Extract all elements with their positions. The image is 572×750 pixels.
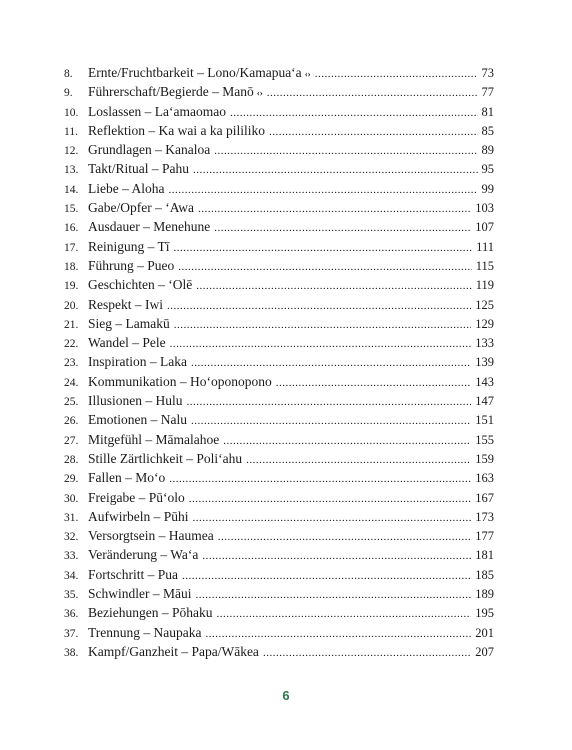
entry-number: 21. <box>64 318 79 331</box>
entry-title: Schwindler – Māui <box>88 586 192 602</box>
entry-title: Versorgtsein – Haumea <box>88 528 214 544</box>
entry-title: Kampf/Ganzheit – Papa/Wākea <box>88 643 259 659</box>
toc-entry <box>64 333 494 352</box>
entry-page-number: 89 <box>481 143 494 158</box>
entry-number: 11. <box>64 125 78 138</box>
dot-leader <box>174 316 472 335</box>
entry-number: 30. <box>64 492 79 505</box>
dot-leader <box>269 123 478 142</box>
toc-entry <box>64 82 494 101</box>
table-of-contents <box>64 63 494 661</box>
entry-title: Beziehungen – Pōhaku <box>88 605 213 621</box>
entry-title: Loslassen – Laʻamaomao <box>88 103 226 119</box>
entry-page-number: 129 <box>475 316 494 331</box>
toc-entry <box>64 430 494 449</box>
toc-entry <box>64 314 494 333</box>
entry-title: Veränderung – Waʻa <box>88 547 199 563</box>
entry-number: 37. <box>64 627 79 640</box>
entry-number: 25. <box>64 396 79 409</box>
entry-number: 14. <box>64 183 79 196</box>
toc-entry <box>64 121 494 140</box>
entry-page-number: 77 <box>481 85 494 100</box>
entry-page-number: 201 <box>475 625 494 640</box>
entry-title: Liebe – Aloha <box>88 180 165 196</box>
entry-page-number: 167 <box>475 490 494 505</box>
toc-entry <box>64 295 494 314</box>
dot-leader <box>174 239 473 258</box>
toc-entry <box>64 102 494 121</box>
entry-number: 36. <box>64 608 79 621</box>
toc-entry <box>64 526 494 545</box>
dot-leader <box>193 509 472 528</box>
entry-number: 16. <box>64 222 79 235</box>
entry-title: Gabe/Opfer – ʻAwa <box>88 200 194 216</box>
dot-leader <box>178 258 471 277</box>
entry-title: Sieg – Lamakū <box>88 315 170 331</box>
entry-page-number: 73 <box>481 66 494 80</box>
entry-title: Ernte/Fruchtbarkeit – Lono/Kamapuaʻa <box>88 65 302 80</box>
entry-page-number: 99 <box>481 181 494 196</box>
entry-title: Ausdauer – Menehune <box>88 219 211 235</box>
entry-title: Fortschritt – Pua <box>88 566 178 582</box>
toc-entry <box>64 237 494 256</box>
dot-leader <box>276 374 472 393</box>
entry-page-number: 115 <box>475 258 494 273</box>
page-number: 6 <box>282 688 290 703</box>
entry-title: Wandel – Pele <box>88 335 166 351</box>
entry-title: Freigabe – Pūʻolo <box>88 489 185 505</box>
toc-entry <box>64 256 494 275</box>
entry-title: Grundlagen – Kanaloa <box>88 142 211 158</box>
entry-title: Illusionen – Hulu <box>88 393 183 409</box>
toc-entry <box>64 159 494 178</box>
toc-entry <box>64 507 494 526</box>
entry-page-number: 119 <box>475 278 494 293</box>
entry-page-number: 185 <box>475 567 494 582</box>
entry-page-number: 85 <box>481 123 494 138</box>
entry-page-number: 139 <box>475 355 494 370</box>
entry-number: 38. <box>64 646 79 659</box>
entry-title: Kommunikation – Hoʻoponopono <box>88 373 272 389</box>
dot-leader <box>315 65 478 84</box>
entry-page-number: 173 <box>475 509 494 524</box>
dot-leader <box>214 219 471 238</box>
dot-leader <box>267 84 478 103</box>
dot-leader <box>263 644 471 663</box>
entry-title: Führung – Pueo <box>88 257 175 273</box>
toc-entry <box>64 468 494 487</box>
dot-leader <box>191 412 471 431</box>
entry-page-number: 95 <box>481 162 494 177</box>
entry-number: 29. <box>64 473 79 486</box>
entry-page-number: 207 <box>475 644 494 659</box>
toc-entry <box>64 410 494 429</box>
entry-page-number: 181 <box>475 548 494 563</box>
dot-leader <box>182 567 471 586</box>
entry-number: 22. <box>64 338 79 351</box>
toc-entry <box>64 391 494 410</box>
toc-entry <box>64 198 494 217</box>
entry-number: 9. <box>64 87 73 100</box>
entry-number: 34. <box>64 569 79 582</box>
entry-page-number: 155 <box>475 432 494 447</box>
entry-number: 26. <box>64 415 79 428</box>
entry-number: 31. <box>64 511 79 524</box>
entry-number: 18. <box>64 260 79 273</box>
dot-leader <box>223 432 471 451</box>
dot-leader <box>198 200 471 219</box>
entry-title: Führerschaft/Begierde – Manō <box>88 84 254 100</box>
card-marker-icon: ‹› <box>304 69 311 79</box>
toc-entry <box>64 179 494 198</box>
entry-page-number: 147 <box>475 394 494 409</box>
toc-entry <box>64 488 494 507</box>
toc-entry <box>64 603 494 622</box>
dot-leader <box>216 605 471 624</box>
entry-page-number: 143 <box>475 374 494 389</box>
toc-entry <box>64 275 494 294</box>
entry-page-number: 133 <box>475 336 494 351</box>
entry-page-number: 81 <box>481 104 494 119</box>
dot-leader <box>189 490 472 509</box>
dot-leader <box>218 528 472 547</box>
entry-number: 13. <box>64 164 79 177</box>
entry-number: 32. <box>64 531 79 544</box>
toc-entry <box>64 565 494 584</box>
entry-number: 28. <box>64 453 79 466</box>
toc-entry <box>64 545 494 564</box>
entry-title: Mitgefühl – Māmalahoe <box>88 431 220 447</box>
entry-title: Fallen – Moʻo <box>88 470 166 486</box>
dot-leader <box>196 277 471 296</box>
entry-title: Trennung – Naupaka <box>88 624 202 640</box>
entry-number: 35. <box>64 589 79 602</box>
entry-number: 23. <box>64 357 79 370</box>
entry-number: 24. <box>64 376 79 389</box>
entry-title: Geschichten – ʻOlē <box>88 277 193 293</box>
toc-entry <box>64 140 494 159</box>
entry-page-number: 177 <box>475 529 494 544</box>
entry-page-number: 125 <box>475 297 494 312</box>
entry-number: 17. <box>64 241 79 254</box>
entry-title: Takt/Ritual – Pahu <box>88 161 190 177</box>
entry-number: 19. <box>64 280 79 293</box>
entry-number: 20. <box>64 299 79 312</box>
toc-entry <box>64 217 494 236</box>
entry-title: Aufwirbeln – Pūhi <box>88 508 189 524</box>
entry-number: 33. <box>64 550 79 563</box>
entry-title: Stille Zärtlichkeit – Poliʻahu <box>88 450 243 466</box>
entry-page-number: 159 <box>475 451 494 466</box>
toc-entry <box>64 642 494 661</box>
entry-number: 12. <box>64 145 79 158</box>
dot-leader <box>202 547 471 566</box>
dot-leader <box>193 161 477 180</box>
dot-leader <box>168 181 477 200</box>
dot-leader <box>170 335 472 354</box>
toc-entry <box>64 352 494 371</box>
toc-entry <box>64 623 494 642</box>
entry-number: 8. <box>64 68 73 80</box>
entry-number: 15. <box>64 203 79 216</box>
toc-entry <box>64 449 494 468</box>
entry-title: Reflektion – Ka wai a ka pililiko <box>88 122 265 138</box>
dot-leader <box>230 104 478 123</box>
entry-title: Respekt – Iwi <box>88 296 163 312</box>
dot-leader <box>167 297 471 316</box>
entry-page-number: 151 <box>475 413 494 428</box>
entry-title: Emotionen – Nalu <box>88 412 187 428</box>
entry-number: 10. <box>64 106 79 119</box>
dot-leader <box>169 470 471 489</box>
entry-title: Reinigung – Tī <box>88 238 170 254</box>
entry-number: 27. <box>64 434 79 447</box>
toc-entry <box>64 372 494 391</box>
dot-leader <box>187 393 472 412</box>
dot-leader <box>246 451 471 470</box>
dot-leader <box>196 586 472 605</box>
entry-page-number: 195 <box>475 606 494 621</box>
entry-title: Inspiration – Laka <box>88 354 187 370</box>
entry-page-number: 107 <box>475 220 494 235</box>
entry-page-number: 189 <box>475 587 494 602</box>
entry-page-number: 103 <box>475 201 494 216</box>
dot-leader <box>214 142 477 161</box>
toc-entry <box>64 63 494 82</box>
entry-page-number: 111 <box>476 239 494 254</box>
card-marker-icon: ‹› <box>256 88 263 99</box>
entry-page-number: 163 <box>475 471 494 486</box>
toc-entry <box>64 584 494 603</box>
